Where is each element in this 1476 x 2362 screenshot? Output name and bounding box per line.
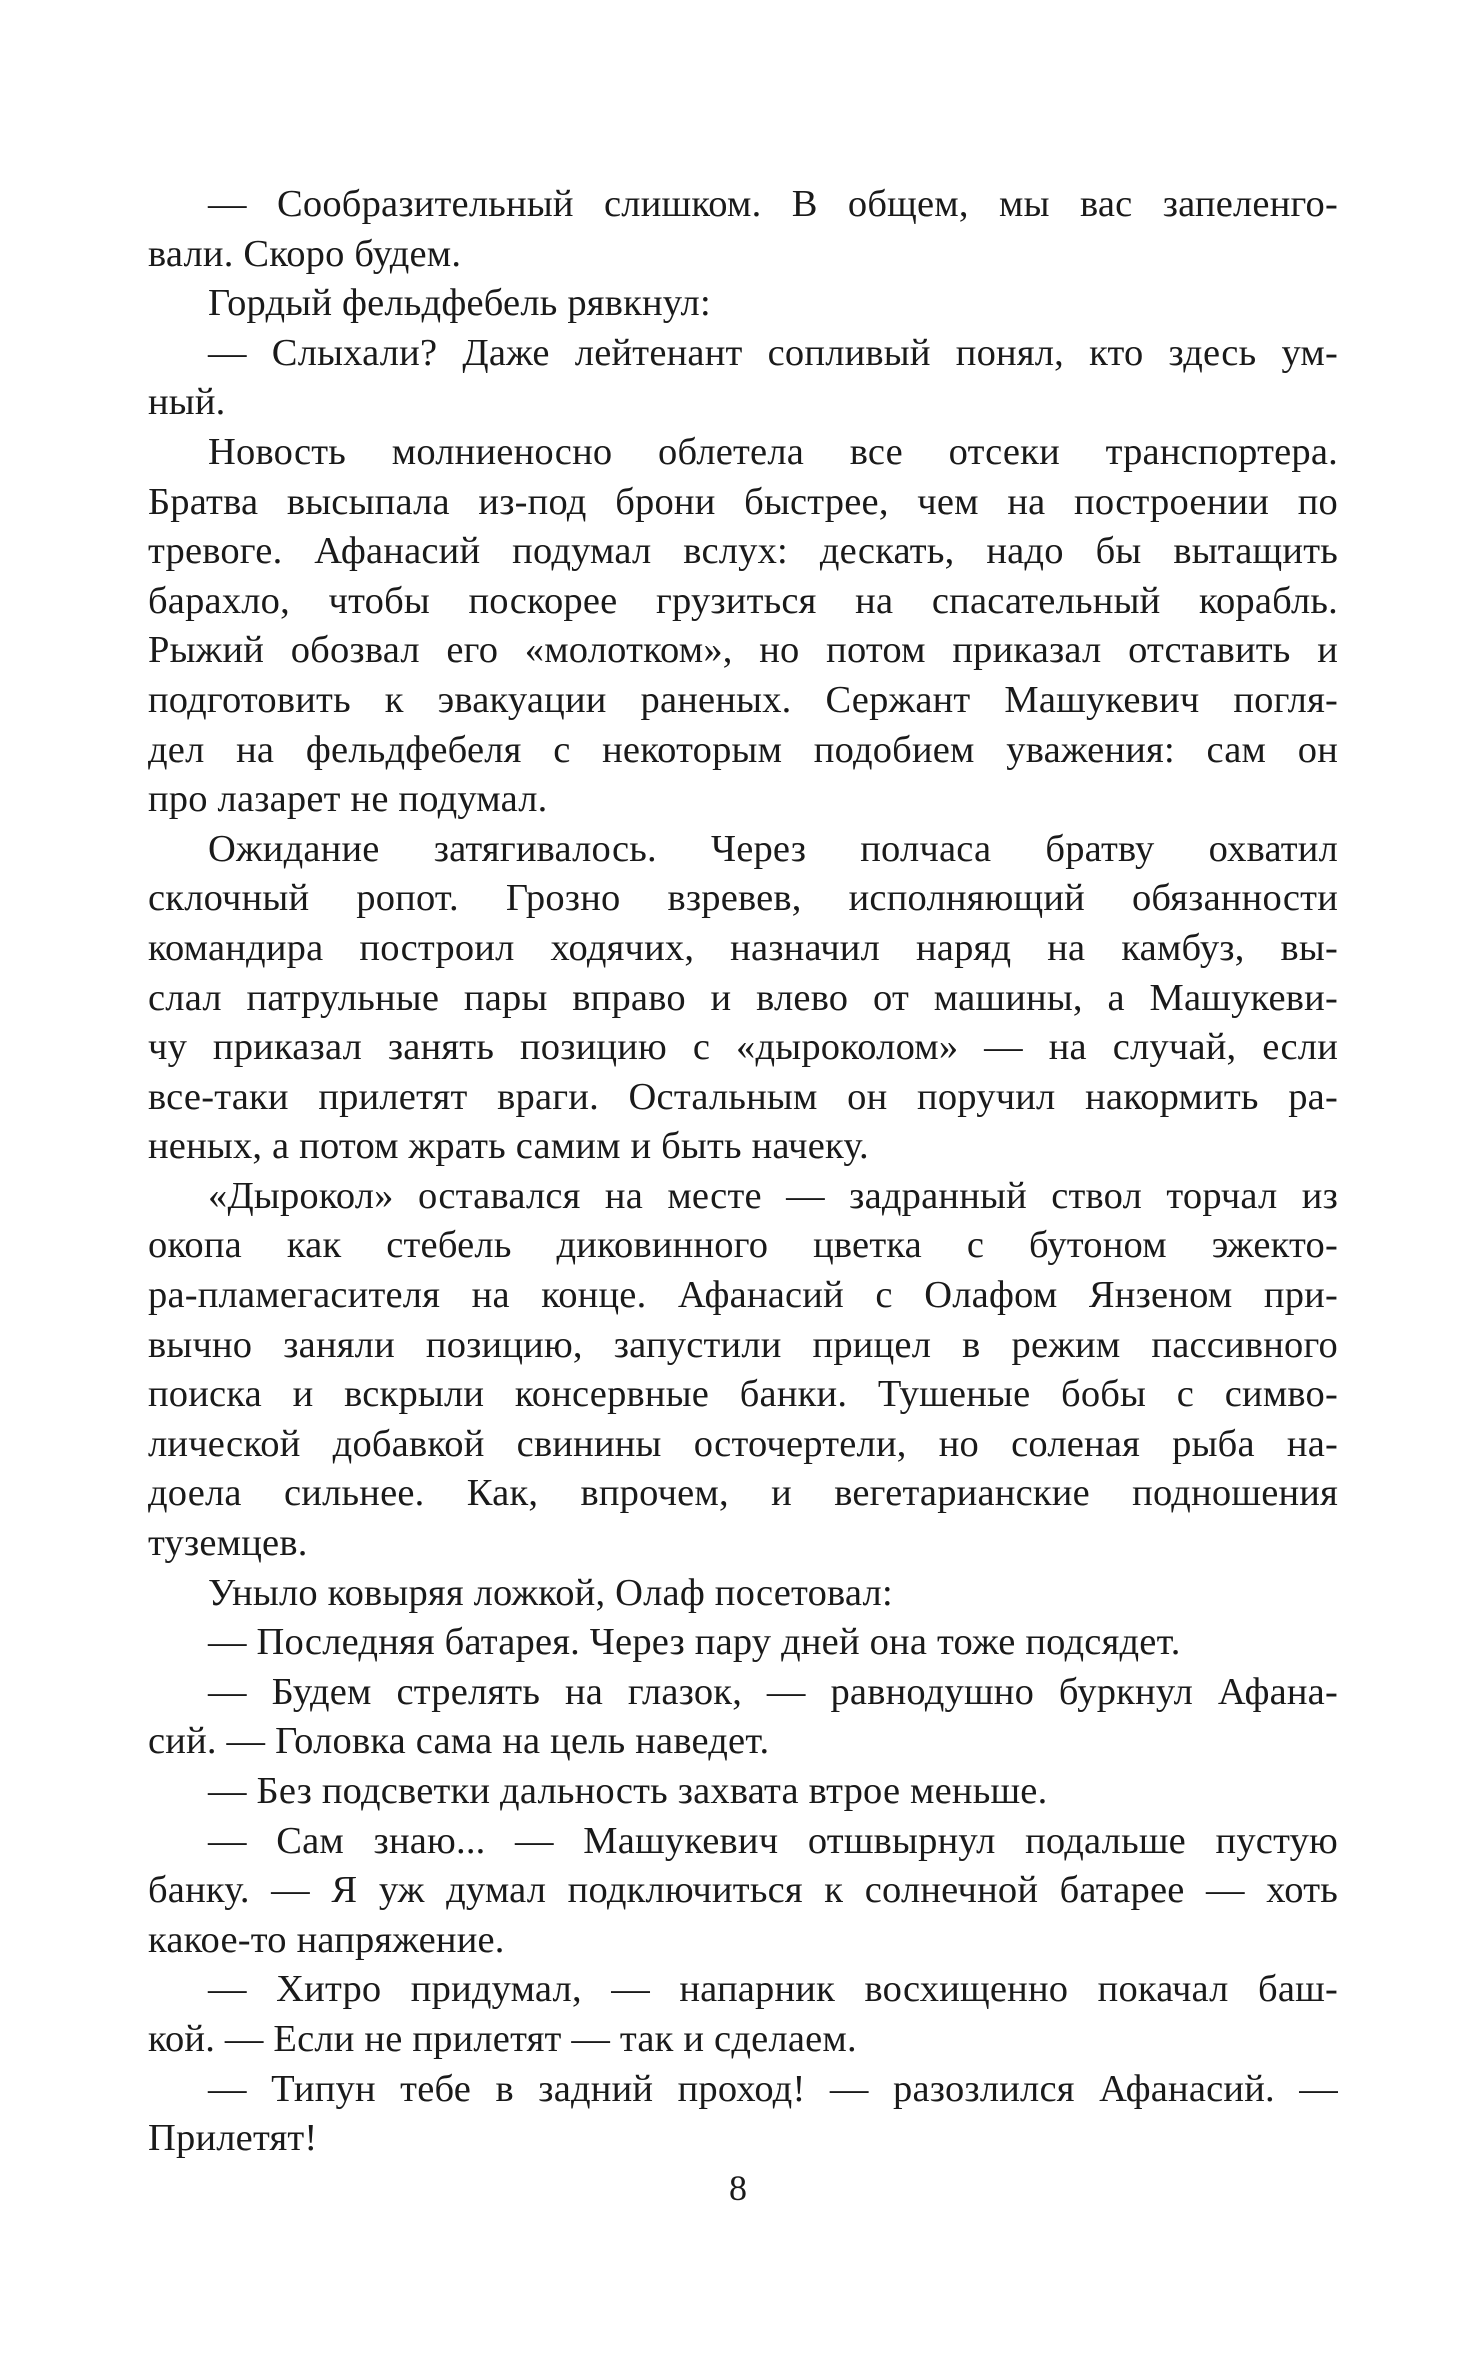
paragraph — [148, 1172, 1338, 1569]
text-line: Братва высыпала из-под брони быстрее, чем на построении по — [148, 480, 1338, 523]
paragraph — [148, 279, 1338, 329]
text-line: лической добавкой свинины осточертели, но соленая рыба на- — [148, 1422, 1338, 1465]
text-line: «Дырокол» оставался на месте — задранный ствол торчал из — [208, 1174, 1338, 1217]
text-line: какое-то напряжение. — [148, 1918, 505, 1961]
text-line: чу приказал занять позицию с «дыроколом» — на случай, если — [148, 1026, 1338, 1069]
text-line: про лазарет не подумал. — [148, 778, 548, 821]
paragraph — [148, 1569, 1338, 1619]
paragraph — [148, 1618, 1338, 1668]
text-line: командира построил ходячих, назначил наряд на камбуз, вы- — [148, 926, 1338, 969]
page-text — [148, 180, 1338, 2164]
text-line: — Без подсветки дальность захвата втрое меньше. — [208, 1770, 1048, 1812]
paragraph — [148, 1668, 1338, 1767]
text-line: — Хитро придумал, — напарник восхищенно покачал баш- — [208, 1968, 1338, 2011]
text-line: вычно заняли позицию, запустили прицел в режим пассивного — [148, 1323, 1338, 1366]
text-line: барахло, чтобы поскорее грузиться на спасательный корабль. — [148, 579, 1338, 622]
text-line: склочный ропот. Грозно взревев, исполняющий обязанности — [148, 877, 1338, 920]
text-line: кой. — Если не прилетят — так и сделаем. — [148, 2017, 857, 2060]
paragraph — [148, 825, 1338, 1172]
text-line: вали. Скоро будем. — [148, 232, 462, 275]
text-line: сий. — Головка сама на цель наведет. — [148, 1720, 770, 1763]
text-line: поиска и вскрыли консервные банки. Тушеные бобы с симво- — [148, 1373, 1338, 1416]
text-line: туземцев. — [148, 1522, 308, 1565]
text-line: Рыжий обозвал его «молотком», но потом приказал отставить и — [148, 629, 1338, 672]
text-line: окопа как стебель диковинного цветка с бутоном эжекто- — [148, 1224, 1338, 1267]
paragraph — [148, 2065, 1338, 2164]
text-line: Уныло ковыряя ложкой, Олаф посетовал: — [208, 1571, 893, 1614]
text-line: Прилетят! — [148, 2117, 318, 2160]
text-line: ный. — [148, 381, 226, 424]
text-line: слал патрульные пары вправо и влево от машины, а Машукеви- — [148, 976, 1338, 1019]
text-line: — Слыхали? Даже лейтенант сопливый понял, кто здесь ум- — [208, 331, 1338, 374]
text-line: — Последняя батарея. Через пару дней она тоже подсядет. — [208, 1621, 1181, 1664]
text-line: ра-пламегасителя на конце. Афанасий с Олафом Янзеном при- — [148, 1274, 1338, 1317]
text-line: дел на фельдфебеля с некоторым подобием уважения: сам он — [148, 728, 1338, 771]
page-number: 8 — [729, 2168, 747, 2208]
text-line: Новость молниеносно облетела все отсеки транспортера. — [208, 430, 1338, 473]
text-line: все-таки прилетят враги. Остальным он поручил накормить ра- — [148, 1075, 1338, 1118]
text-line: доела сильнее. Как, впрочем, и вегетарианские подношения — [148, 1472, 1338, 1515]
paragraph — [148, 1817, 1338, 1966]
text-line: подготовить к эвакуации раненых. Сержант Машукевич погля- — [148, 678, 1338, 721]
paragraph — [148, 1965, 1338, 2064]
text-line: — Сам знаю... — Машукевич отшвырнул подальше пустую — [208, 1819, 1338, 1862]
text-line: — Типун тебе в задний проход! — разозлился Афанасий. — — [208, 2067, 1338, 2110]
text-line: банку. — Я уж думал подключиться к солнечной батарее — хоть — [148, 1869, 1338, 1912]
paragraph — [148, 1767, 1338, 1817]
text-line: тревоге. Афанасий подумал вслух: дескать, надо бы вытащить — [148, 530, 1338, 573]
text-line: неных, а потом жрать самим и быть начеку. — [148, 1125, 869, 1168]
text-line: Гордый фельдфебель рявкнул: — [208, 282, 711, 325]
text-line: — Сообразительный слишком. В общем, мы вас запеленго- — [208, 183, 1338, 225]
paragraph — [148, 428, 1338, 825]
paragraph — [148, 180, 1338, 279]
paragraph — [148, 329, 1338, 428]
text-line: — Будем стрелять на глазок, — равнодушно буркнул Афана- — [208, 1670, 1338, 1713]
text-line: Ожидание затягивалось. Через полчаса братву охватил — [208, 827, 1338, 870]
